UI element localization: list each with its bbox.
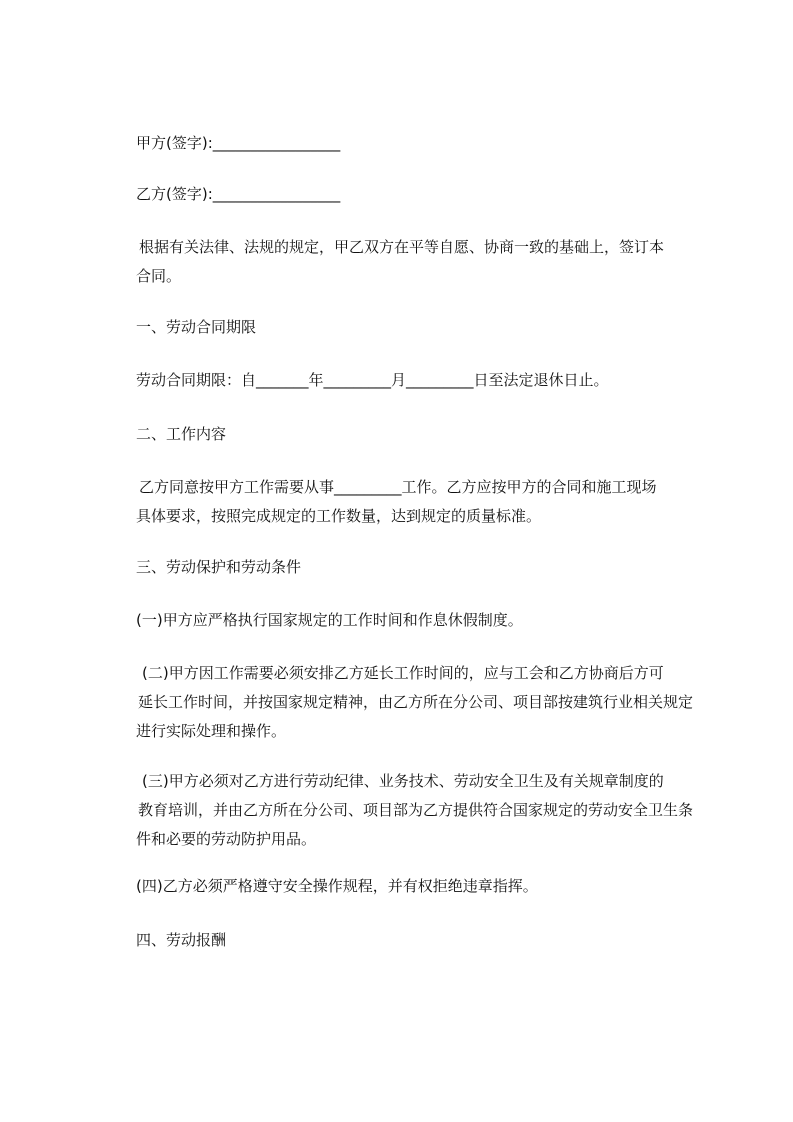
item-2-line-3: 进行实际处理和操作。 <box>136 722 287 740</box>
item-2-line-2: 延长工作时间，并按国家规定精神，由乙方所在分公司、项目部按建筑行业相关规定 <box>138 693 694 711</box>
section-4-heading: 四、劳动报酬 <box>136 931 227 949</box>
signature-party-a: 甲方(签字):_________________ <box>136 134 341 152</box>
intro-paragraph <box>136 233 707 291</box>
section-3-item-4: (四)乙方必须严格遵守安全操作规程，并有权拒绝违章指挥。 <box>136 877 538 895</box>
section-3-item-2 <box>136 659 704 746</box>
item-2-line-1: (二)甲方因工作需要必须安排乙方延长工作时间的，应与工会和乙方协商后方可 <box>142 664 664 682</box>
work-content-line-1: 乙方同意按甲方工作需要从事_________工作。乙方应按甲方的合同和施工现场 <box>139 478 657 496</box>
work-content-paragraph <box>136 473 707 531</box>
item-3-line-1: (三)甲方必须对乙方进行劳动纪律、业务技术、劳动安全卫生及有关规章制度的 <box>142 772 664 790</box>
signature-party-b: 乙方(签字):_________________ <box>136 185 341 203</box>
section-3-item-3 <box>136 767 704 854</box>
work-content-line-2: 具体要求，按照完成规定的工作数量，达到规定的质量标准。 <box>136 507 542 525</box>
section-2-heading: 二、工作内容 <box>136 425 227 443</box>
intro-line-2: 合同。 <box>136 267 182 285</box>
intro-line-1: 根据有关法律、法规的规定，甲乙双方在平等自愿、协商一致的基础上，签订本 <box>139 238 665 256</box>
item-3-line-2: 教育培训，并由乙方所在分公司、项目部为乙方提供符合国家规定的劳动安全卫生条 <box>138 801 694 819</box>
section-1-heading: 一、劳动合同期限 <box>136 318 257 336</box>
section-3-item-1: (一)甲方应严格执行国家规定的工作时间和作息休假制度。 <box>136 611 523 629</box>
section-3-heading: 三、劳动保护和劳动条件 <box>136 558 302 576</box>
contract-term-line: 劳动合同期限：自_______年_________月_________日至法定退休日止。 <box>136 371 609 389</box>
item-3-line-3: 件和必要的劳动防护用品。 <box>136 830 317 848</box>
